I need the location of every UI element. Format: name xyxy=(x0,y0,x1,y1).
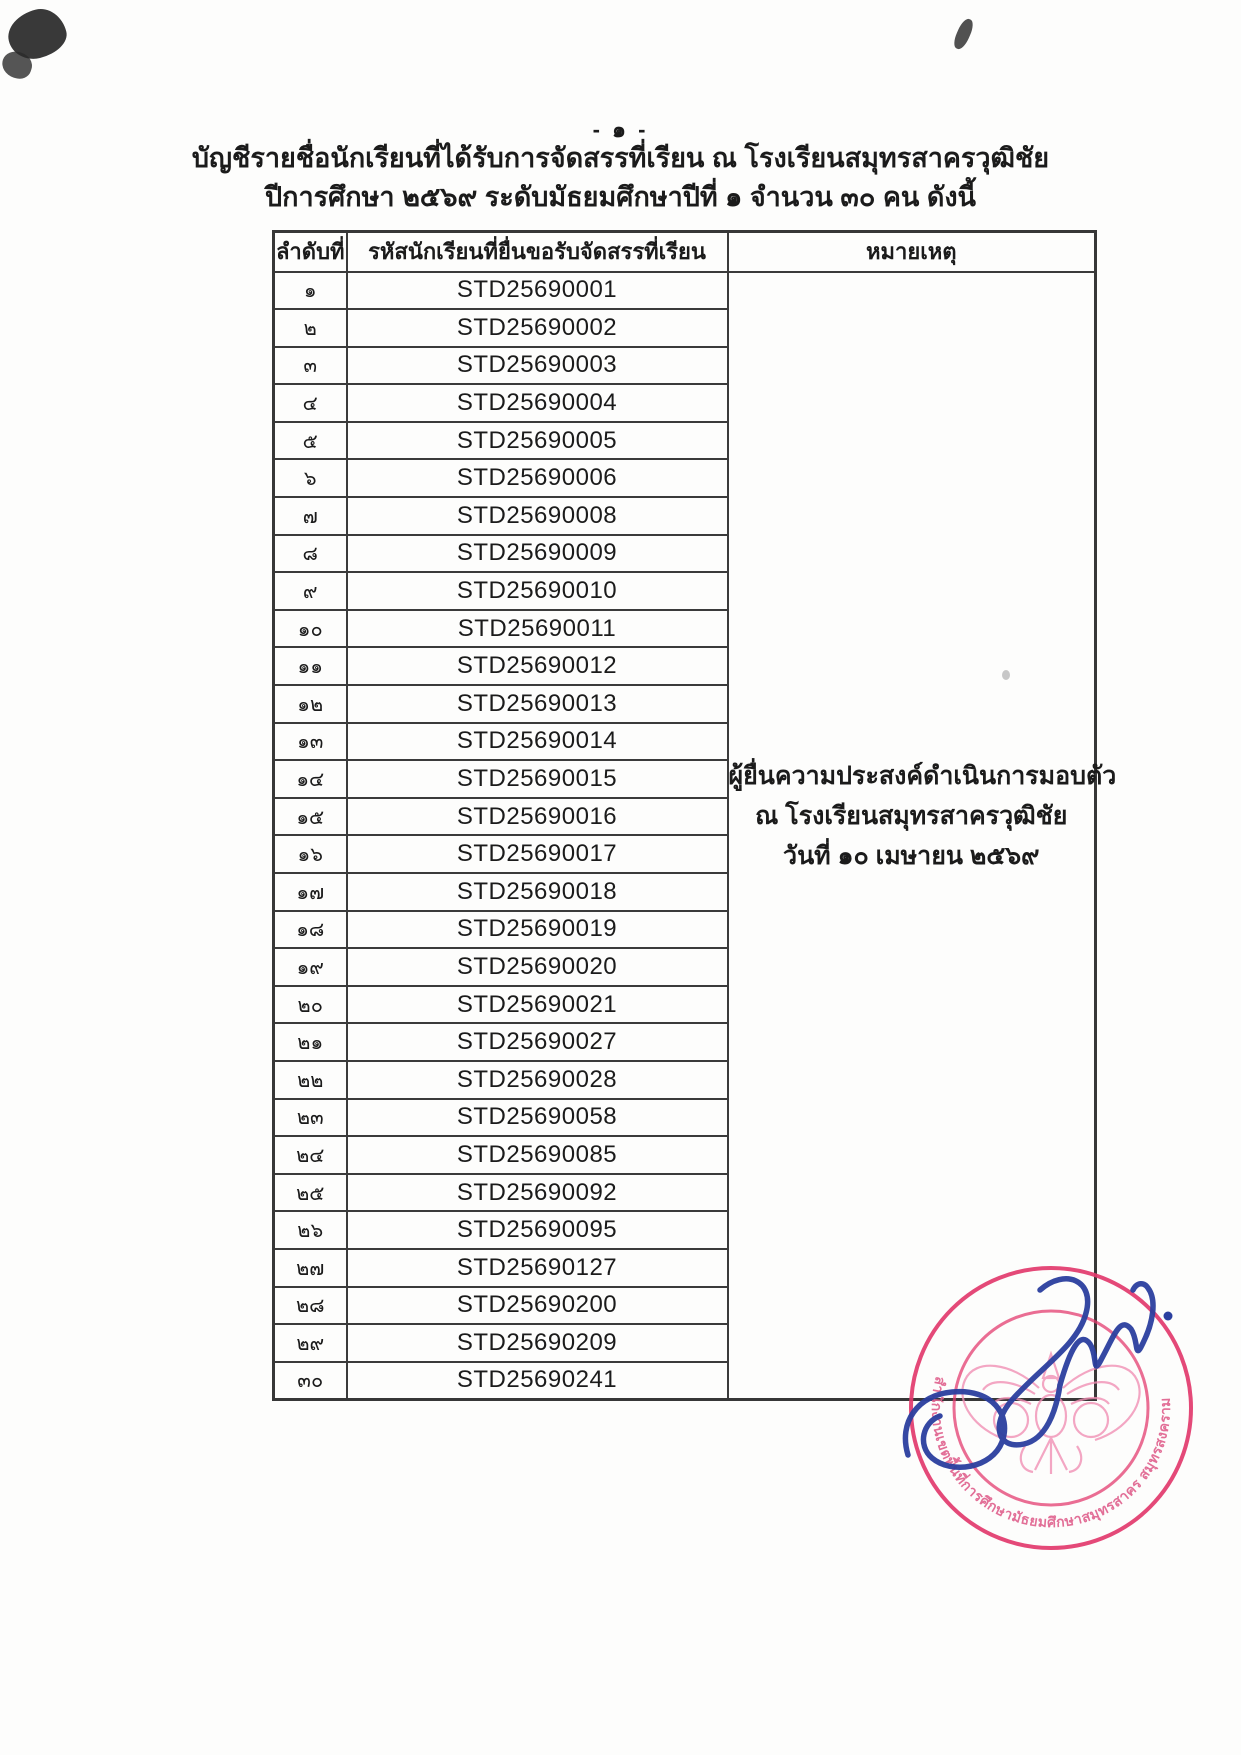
student-id: STD25690017 xyxy=(347,835,728,873)
document-title-line-1: บัญชีรายชื่อนักเรียนที่ได้รับการจัดสรรที่เรียน ณ โรงเรียนสมุทรสาครวุฒิชัย xyxy=(191,143,1050,173)
row-number: ๒๑ xyxy=(274,1023,347,1061)
signature xyxy=(890,1250,1190,1490)
stamp-ring-text: สำนักงานเขตพื้นที่การศึกษามัธยมศึกษาสมุทรสาคร สมุทรสงคราม xyxy=(928,1375,1174,1531)
table-header-row xyxy=(274,232,1096,272)
row-number: ๑ xyxy=(274,272,347,310)
student-id: STD25690241 xyxy=(347,1362,728,1400)
student-id: STD25690006 xyxy=(347,459,728,497)
student-id: STD25690004 xyxy=(347,384,728,422)
signature-stroke xyxy=(905,1392,1004,1468)
student-id: STD25690200 xyxy=(347,1287,728,1325)
row-number: ๑๐ xyxy=(274,610,347,648)
remark-line: วันที่ ๑๐ เมษายน ๒๕๖๙ xyxy=(783,842,1040,871)
page-number: - ๑ - xyxy=(592,117,649,142)
student-id: STD25690019 xyxy=(347,911,728,949)
student-id: STD25690018 xyxy=(347,873,728,911)
row-number: ๑๕ xyxy=(274,798,347,836)
row-number: ๔ xyxy=(274,384,347,422)
row-number: ๑๖ xyxy=(274,835,347,873)
row-number: ๑๗ xyxy=(274,873,347,911)
student-id: STD25690020 xyxy=(347,948,728,986)
row-number: ๓๐ xyxy=(274,1362,347,1400)
student-id: STD25690027 xyxy=(347,1023,728,1061)
row-number: ๒๗ xyxy=(274,1249,347,1287)
row-number: ๑๒ xyxy=(274,685,347,723)
row-number: ๑๑ xyxy=(274,647,347,685)
student-id: STD25690013 xyxy=(347,685,728,723)
row-number: ๒๕ xyxy=(274,1174,347,1212)
student-id: STD25690012 xyxy=(347,647,728,685)
scan-artifact xyxy=(951,17,976,52)
student-id: STD25690015 xyxy=(347,760,728,798)
student-id: STD25690085 xyxy=(347,1136,728,1174)
student-id: STD25690209 xyxy=(347,1324,728,1362)
student-id: STD25690008 xyxy=(347,497,728,535)
row-number: ๙ xyxy=(274,572,347,610)
student-id: STD25690092 xyxy=(347,1174,728,1212)
signature-stroke xyxy=(999,1279,1087,1445)
row-number: ๒ xyxy=(274,309,347,347)
table-row xyxy=(274,272,1096,310)
signature-graphic xyxy=(890,1250,1190,1490)
student-id: STD25690058 xyxy=(347,1099,728,1137)
student-id: STD25690002 xyxy=(347,309,728,347)
remark-line: ณ โรงเรียนสมุทรสาครวุฒิชัย xyxy=(755,802,1068,831)
header-cell-student-id: รหัสนักเรียนที่ยื่นขอรับจัดสรรที่เรียน xyxy=(347,232,728,272)
row-number: ๒๒ xyxy=(274,1061,347,1099)
row-number: ๒๖ xyxy=(274,1211,347,1249)
student-id: STD25690016 xyxy=(347,798,728,836)
student-id: STD25690011 xyxy=(347,610,728,648)
row-number: ๒๙ xyxy=(274,1324,347,1362)
student-id: STD25690003 xyxy=(347,347,728,385)
remark-line: ผู้ยื่นความประสงค์ดำเนินการมอบตัว xyxy=(728,762,1117,791)
student-id: STD25690010 xyxy=(347,572,728,610)
row-number: ๕ xyxy=(274,422,347,460)
header-cell-order: ลำดับที่ xyxy=(274,232,347,272)
row-number: ๓ xyxy=(274,347,347,385)
student-id: STD25690005 xyxy=(347,422,728,460)
table-body xyxy=(274,272,1117,1400)
row-number: ๗ xyxy=(274,497,347,535)
row-number: ๘ xyxy=(274,535,347,573)
allocation-table xyxy=(272,230,1117,1401)
row-number: ๑๙ xyxy=(274,948,347,986)
student-id: STD25690014 xyxy=(347,723,728,761)
row-number: ๒๔ xyxy=(274,1136,347,1174)
row-number: ๒๓ xyxy=(274,1099,347,1137)
row-number: ๒๘ xyxy=(274,1287,347,1325)
student-id: STD25690095 xyxy=(347,1211,728,1249)
student-id: STD25690001 xyxy=(347,272,728,310)
row-number: ๑๘ xyxy=(274,911,347,949)
row-number: ๑๔ xyxy=(274,760,347,798)
remarks-cell xyxy=(728,272,1117,1400)
row-number: ๑๓ xyxy=(274,723,347,761)
student-id: STD25690127 xyxy=(347,1249,728,1287)
signature-dot xyxy=(1164,1312,1173,1321)
student-id: STD25690028 xyxy=(347,1061,728,1099)
header-cell-remarks: หมายเหตุ xyxy=(728,232,1096,272)
document-title-line-2: ปีการศึกษา ๒๕๖๙ ระดับมัธยมศึกษาปีที่ ๑ จำนวน ๓๐ คน ดังนี้ xyxy=(264,182,977,212)
row-number: ๒๐ xyxy=(274,986,347,1024)
student-id: STD25690021 xyxy=(347,986,728,1024)
student-id: STD25690009 xyxy=(347,535,728,573)
row-number: ๖ xyxy=(274,459,347,497)
